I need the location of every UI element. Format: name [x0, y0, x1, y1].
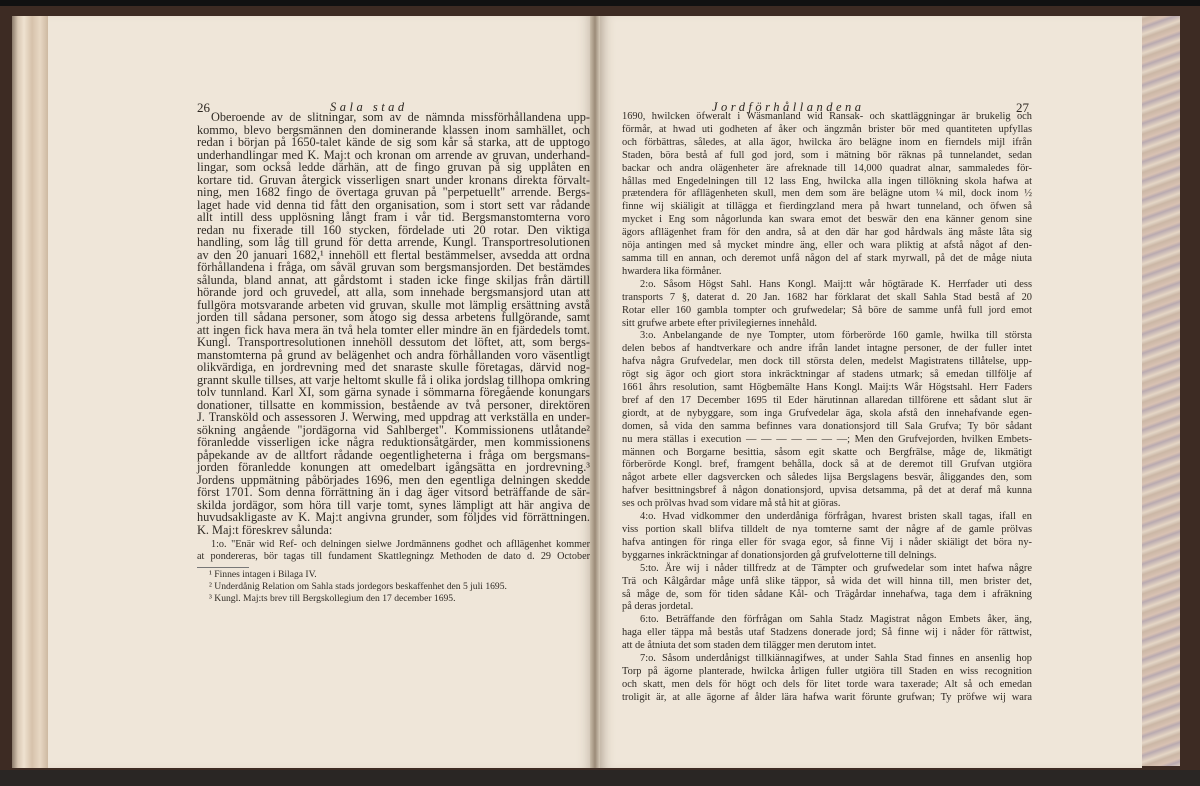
text-line: redan i början på 1650-talet kände de sig som kår så starka, att de upptogo — [197, 135, 590, 149]
text-line: 5:to. Äre wij i nåder tillfredz at de Tämpter och grufwedelar som intet hafwa någre — [640, 562, 1032, 574]
left-body-text — [197, 111, 590, 536]
text-line: hörande jord och gruvedel, att alla, som innehade bergsmansjord utan att — [197, 285, 590, 299]
text-line: laget hade vid denna tid fått den organisation, som i stort sett var rådande — [197, 197, 590, 212]
left-page-edges — [12, 16, 52, 768]
text-line: K. Maj:t föreskrev sålunda: — [197, 522, 333, 537]
text-line: föranledde visserligen icke några reduktionsåtgärder, men kommissionens — [197, 435, 590, 449]
text-line: på deras jordetal. — [622, 601, 694, 613]
text-line: 6:to. Beträffande den förfrågan om Sahla Stadz Magistrat någon Embets åker, äng, — [640, 614, 1032, 626]
text-line: tolv tunnland. Karl XI, som gärna synade i sömmarna föregående konungars — [197, 385, 590, 399]
text-line: ses och prölvas hvad som vidare må stå hit at giöras. — [622, 498, 841, 510]
text-line: redan nu fixerade till 160 stycken, fördelade uti 20 rotar. Den viktiga — [197, 222, 590, 237]
right-body-text — [622, 111, 1032, 705]
text-line: 7:o. Såsom underdånigst tillkiännagifwes, at under Sahla Stad finnes en ansenlig hop — [640, 653, 1032, 665]
text-line: handling, som låg till grund för detta arrende, Kungl. Transportresolutionen — [197, 235, 590, 249]
text-line: skilda jordägor, som höra till varje tomt, synes lämpligt att här angiva de — [197, 497, 590, 512]
text-line: hållas med Engedelningen till 12 lass Eng, hwilcka alla ingen tillökning skola hafwa at — [622, 175, 1032, 187]
text-line: ägors afllägenhet fram för den andra, så at den där har god hårdwals äng måste låta sig — [622, 227, 1032, 239]
text-line: först 1701. Som denna förrättning än i dag äger vitsord beträffande de sär- — [197, 485, 590, 499]
text-line: hafver besittningsbref å någon donationsjord, upvisa detsamma, på det at deraf må kunna — [622, 485, 1032, 497]
text-line: av den 20 januari 1682,¹ innehöll ett flertal bestämmelser, avsedda att ordna — [197, 247, 590, 262]
text-line: donationer, tillsatte en kommission, bestående av två personer, direktören — [197, 397, 590, 412]
right-page-number: 27 — [1016, 100, 1029, 115]
text-line: finne wij skiäligit at tillägga et fierdingzland mera på hwart tunneland, och öfwen så — [622, 201, 1032, 213]
text-line: förhållandena i fråga, om såväl gruvan som bergsmansjorden. Det bestämdes — [197, 260, 590, 274]
text-line: att de åtniuta det som staden dem tilägger men derutom intet. — [622, 640, 877, 652]
footnotes — [197, 569, 590, 605]
left-page-number: 26 — [197, 100, 210, 115]
text-line: förmår, at hwad uti godheten af åker och ängzmån brister bör med quantiteten upfyllas — [622, 123, 1032, 135]
text-line: jorden till sådana personer, som åtogo sig dessa arbetens fullgörande, samt — [197, 310, 590, 324]
text-line: huvudsakligaste av K. Maj:t angivna grunder, som följdes vid förrättningen. — [197, 510, 590, 524]
book-gutter — [590, 16, 600, 768]
text-line: sålunda, bland annat, att gårdstomt i staden icke finge skiljas från därtill — [197, 272, 590, 287]
text-line: hafva antingen för ringa eller för svaga egor, så finne Vij i nåder skiäligt det böra ny- — [622, 536, 1032, 548]
text-line: Trä och Kålgårdar måge unfå slike täppor, så wida det will hinna till, men brister det, — [622, 575, 1032, 587]
text-line: männen och Borgarne besittia, såsom egit skatte och Bergfrälse, måge de, likmätigt — [622, 446, 1032, 458]
text-line: bref af den 17 December 1695 til Eder härutinnan allaredan tillförene ett sådant slut är — [622, 394, 1032, 406]
text-line: transports 7 §, daterat d. 20 Jan. 1682 har förklarat det skall Sahla Stad bestå af 20 — [622, 291, 1032, 303]
text-line: prætendera för afllägenheten skull, men dem som äre belägne utom ¼ mil, dock inom ½ — [622, 188, 1032, 200]
text-line: fullgöra motsvarande arbeten vid gruvan, skulle mot lämplig ersättning avstå — [197, 297, 590, 312]
text-line: manstomterna på grund av belägenhet och andra förhållanden voro väsentligt — [197, 347, 590, 362]
text-line: 1690, hwilcken öfweralt i Wäsmanland wid Ransak- och skattläggningar är brukelig och — [622, 111, 1032, 122]
text-line: hwardera lika förmåner. — [622, 265, 722, 277]
text-line: hafva några Grufvedelar, men dock till största delen, medelst Magistratens tillåtelse, upp- — [622, 356, 1032, 368]
text-line: ning, men 1682 fingo de övertaga gruvan på "perpetuellt" arrende. Bergs- — [197, 185, 590, 199]
text-line: viss portion skall blifva tilldelt de nya tomterne samt der någre af de gamle prölvas — [622, 524, 1032, 535]
text-line: sökning angående "jordägorna vid Sahlberget". Kommissionens utlåtande² — [197, 422, 590, 437]
right-page-edges-marbled — [1140, 16, 1180, 766]
text-line: delen bebos af handtverkare och andre ifrån landet intagne personer, de der fuller intet — [622, 343, 1032, 355]
text-line: och förbättras, således, at alla ägor, hwilcka äro belägne inom en fierndels mijl ifrån — [622, 136, 1032, 148]
text-line: förberörde Kongl. bref, framgent behålla, dock så at de deremot till Grufvan utgiöra — [622, 459, 1032, 471]
text-line: rögt sig ägor och giort stora inkräcktningar af stadens utmark; så emedan tillfölje af — [622, 369, 1032, 381]
footnote: ² Underdånig Relation om Sahla stads jordegors beskaffenhet den 5 juli 1695. — [209, 581, 507, 592]
scan-bottom-border — [0, 770, 1200, 786]
text-line: Staden, böra bestå af full god jord, som i mätning bör räknas på tunnelandet, sedan — [622, 149, 1032, 161]
footnote: ¹ Finnes intagen i Bilaga IV. — [209, 569, 317, 580]
text-line: 4:o. Hvad vidkommer den underdåniga förfrågan, hvarest bristen skall tagas, ifall en — [640, 511, 1032, 523]
text-line: kortare tid. Gruvan återgick visserligen snart under kronans direkta förvalt- — [197, 172, 590, 187]
text-line: backar och andra olägenheter äre afreknade till 14,000 quadrat alnar, sammaledes för- — [622, 162, 1032, 174]
text-line: underhandlingar med K. Maj:t och kronan om arrende av gruvan, underhand- — [197, 147, 590, 162]
footnote: ³ Kungl. Maj:ts brev till Bergskollegium den 17 december 1695. — [209, 593, 456, 604]
text-line: domen, så vida den samma befinnes vara donationsjord till Sala Grufva; Ty bör sådant — [622, 420, 1032, 432]
footnote-rule — [197, 567, 249, 568]
text-line: J. Transköld och assessoren J. Werwing, med uppdrag att verkställa en under- — [197, 410, 590, 424]
left-running-head: Sala stad — [330, 100, 408, 114]
left-quoted-text — [197, 539, 590, 563]
text-line: allt intill dess upplösning långt fram i vår tid. Bergsmanstomterna voro — [197, 210, 590, 224]
text-line: påpekande av de alltfort rådande oegentligheterna i fråga om bergsmans- — [197, 447, 590, 462]
text-line: Oberoende av de slitningar, som av de nämnda missförhållandena upp- — [211, 110, 590, 124]
text-line: byggarnes inkräcktningar af donationsjorden gå grufvelotterne till delnings. — [622, 549, 937, 561]
text-line: och skatt, men dels för högt och dels för litet torde wara taxerade; Alt så och emedan — [622, 678, 1032, 690]
text-line: nu mera ställas i execution — — — — — — —; Men den Grufvejorden, hvilken Embets- — [622, 433, 1032, 445]
text-line: troligit är, at alle ägorne af ålder lära hafwa warit förunte grufwan; Ty pröfwe wij wara — [622, 691, 1032, 703]
text-line: att ingen fick hava mera än två hela tomter eller mindre än en fjärdedels tomt. — [197, 322, 590, 337]
text-line: Jordens uppmätning påbörjades 1696, men den egentliga delningen skedde — [197, 472, 590, 487]
text-line: mycket i Eng som någorlunda kan swara emot det beswär den ena känner genom sine — [622, 214, 1032, 226]
text-line: nöja antingen med så mycket mindre äng, eller och wara pliktig at afstå något af den- — [622, 240, 1032, 252]
text-line: något arbete eller dagsvercken och således lijsa Bergslagens besvär, åliggandes den, som — [622, 472, 1032, 484]
text-line: haga eller täppa må bestås utaf Stadzens donerade jord; Så finne wij i nåder för rättwist, — [622, 627, 1032, 639]
text-line: at pondereras, bör tagas till fundament Skattlegningz Methoden de dato d. 29 October — [197, 551, 590, 562]
text-line: samma till en annan, och deremot unfå någon del af stark myrwall, på det de måge niuta — [622, 252, 1032, 264]
text-line: 3:o. Anbelangande de nye Tompter, utom förberörde 160 gamle, hwilka till största — [640, 330, 1032, 342]
text-line: Rotar eller 160 gambla tompter och grufwedelar; Så böre de samme unfå full jord emot — [622, 304, 1032, 316]
right-running-head: Jordförhållandena — [712, 100, 865, 114]
text-line: jorden föranledde konungen att omedelbart igångsätta en jordrevning.³ — [197, 460, 590, 474]
text-line: giordt, at de nybyggare, som inga Grufvedelar äga, skola afstå den innehafvande egen- — [622, 407, 1032, 419]
text-line: lingar, som också ledde därhän, att de fingo gruvan på sig upplåten en — [197, 160, 590, 174]
text-line: Kungl. Transportresolutionen innehöll dessutom det löftet, att, som bergs- — [197, 335, 590, 349]
text-line: 1:o. "Enär wid Ref- och delningen sielwe Jordmännens godhet och afllägenhet kommer — [211, 539, 590, 550]
text-line: 1661 åhrs resolution, samt Högbemälte Hans Kongl. Maij:ts Wår Högstsahl. Herr Faders — [622, 382, 1032, 394]
text-line: sitt grufwe arbete efter privilegiernes innehåld. — [622, 317, 818, 329]
text-line: Torp på ägorne planterade, hwilcka årligen fuller utgiöra till Staden en wiss recognition — [622, 665, 1032, 677]
text-line: olikvärdiga, en jordrevning med det snaraste skulle företagas, därvid nog- — [197, 360, 590, 374]
text-line: 2:o. Såsom Högst Sahl. Hans Kongl. Maij:tt wår högtärade K. Herrfader uti dess — [640, 278, 1032, 290]
text-line: kommo, blevo bergsmännen den dominerande klassen inom samhället, och — [197, 122, 590, 137]
text-line: grannt skulle tillses, att varje heltomt skulle få i olika jordslag tillhopa omkring — [197, 372, 590, 387]
text-line: så måge de, som för tiden sådane Kål- och Trägårdar innehafwa, taga dem i afräkning — [622, 588, 1032, 600]
